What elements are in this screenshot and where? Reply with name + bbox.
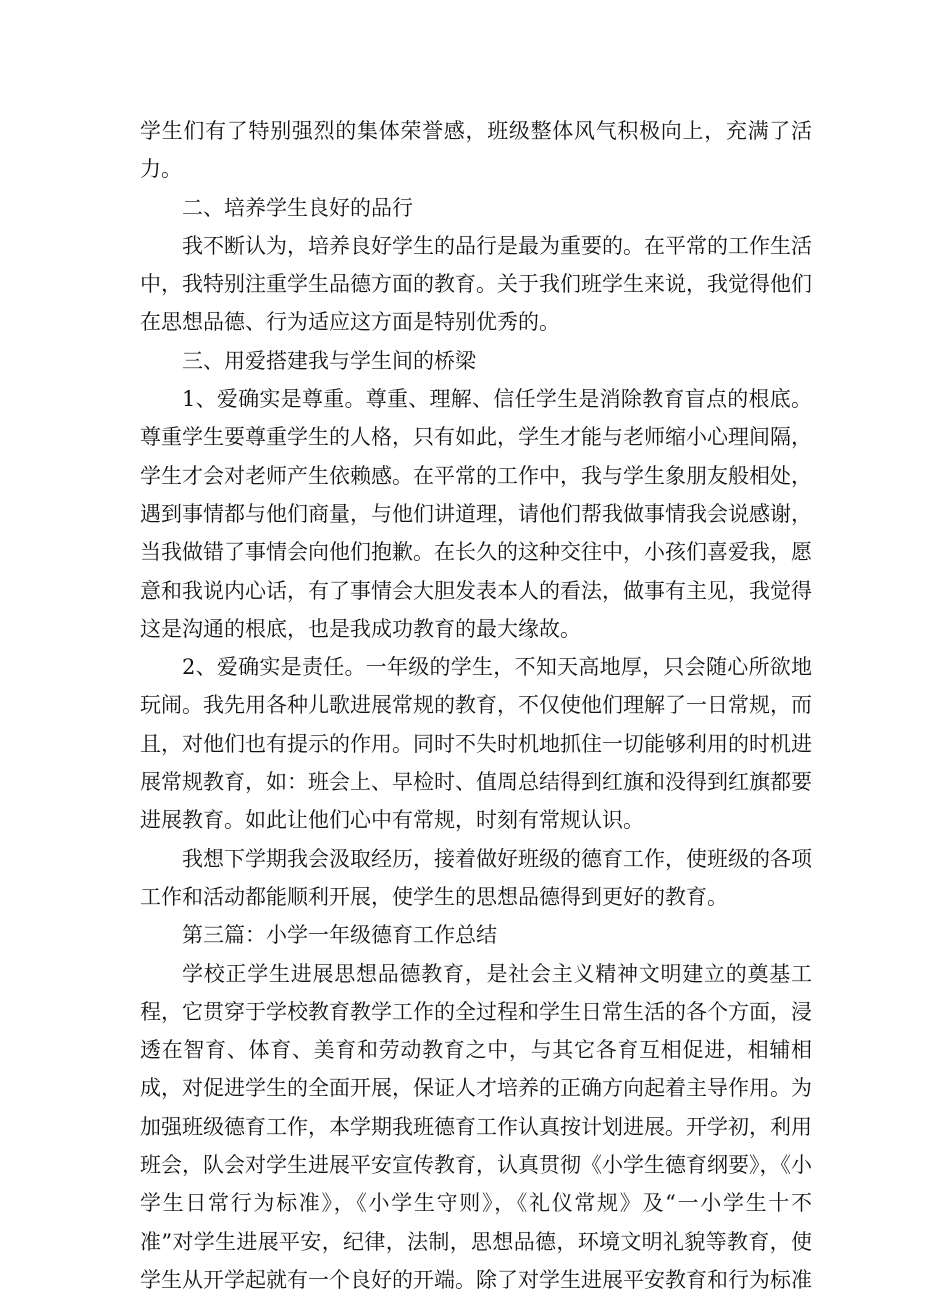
article-title-3: 第三篇：小学一年级德育工作总结: [182, 923, 497, 948]
paragraph-responsibility: 2、爱确实是责任。一年级的学生，不知天高地厚，只会随心所欲地玩闹。我先用各种儿歌进展常规的教育，不仅使他们理解了一日常规，而且，对他们也有提示的作用。同时不失时机地抓住一切能够利用的时机进展常规教育，如：班会上、早检时、值周总结得到红旗和没得到红旗都要进展教育。如此让他们心中有常规，时刻有常规认识。: [140, 655, 812, 833]
section-heading-3: 三、用爱搭建我与学生间的桥梁: [182, 348, 476, 373]
document-body: [140, 112, 812, 1299]
paragraph-respect: 1、爱确实是尊重。尊重、理解、信任学生是消除教育盲点的根底。尊重学生要尊重学生的人格，只有如此，学生才能与老师缩小心理间隔，学生才会对老师产生依赖感。在平常的工作中，我与学生象朋友般相处，遇到事情都与他们商量，与他们讲道理，请他们帮我做事情我会说感谢，当我做错了事情会向他们抱歉。在长久的这种交往中，小孩们喜爱我，愿意和我说内心话，有了事情会大胆发表本人的看法，做事有主见，我觉得这是沟通的根底，也是我成功教育的最大缘故。: [140, 387, 812, 641]
paragraph-character: 我不断认为，培养良好学生的品行是最为重要的。在平常的工作生活中，我特别注重学生品德方面的教育。关于我们班学生来说，我觉得他们在思想品德、行为适应这方面是特别优秀的。: [140, 233, 812, 335]
paragraph-moral-education: 学校正学生进展思想品德教育，是社会主义精神文明建立的奠基工程，它贯穿于学校教育教学工作的全过程和学生日常生活的各个方面，浸透在智育、体育、美育和劳动教育之中，与其它各育互相促进，相辅相成，对促进学生的全面开展，保证人才培养的正确方向起着主导作用。为加强班级德育工作，本学期我班德育工作认真按计划进展。开学初，利用班会，队会对学生进展平安宣传教育，认真贯彻《小学生德育纲要》，《小学生日常行为标准》，《小学生守则》，《礼仪常规》及“一小学生十不准”对学生进展平安，纪律，法制，思想品德，环境文明礼貌等教育，使学生从开学起就有一个良好的开端。除了对学生进展平安教育和行为标准: [140, 961, 812, 1292]
section-heading-2: 二、培养学生良好的品行: [182, 195, 413, 220]
paragraph-continued: 学生们有了特别强烈的集体荣誉感，班级整体风气积极向上，充满了活力。: [140, 119, 812, 182]
paragraph-next-term: 我想下学期我会汲取经历，接着做好班级的德育工作，使班级的各项工作和活动都能顺利开展，使学生的思想品德得到更好的教育。: [140, 846, 812, 909]
